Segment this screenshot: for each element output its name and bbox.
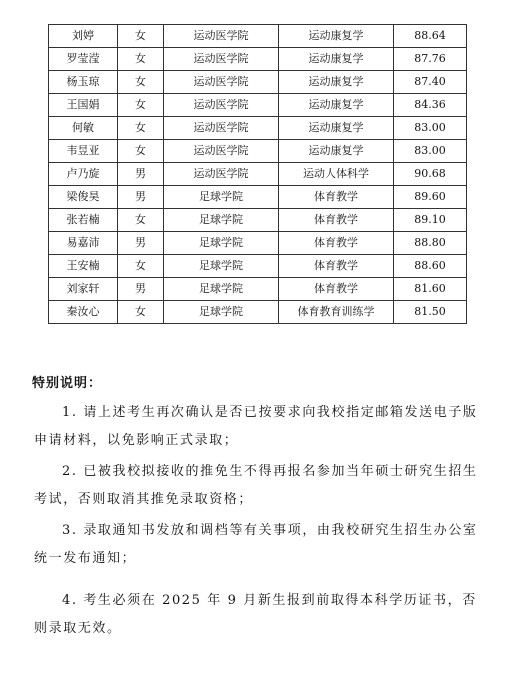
student-name-cell: 王安楠	[49, 255, 118, 278]
score-cell: 87.40	[394, 71, 467, 94]
table-row	[49, 48, 467, 71]
college-cell: 足球学院	[164, 301, 279, 324]
gender-cell: 男	[118, 278, 164, 301]
college-cell: 运动医学院	[164, 163, 279, 186]
gender-cell: 女	[118, 209, 164, 232]
major-cell: 体育教学	[279, 209, 394, 232]
table-row	[49, 25, 467, 48]
score-cell: 83.00	[394, 117, 467, 140]
college-cell: 运动医学院	[164, 94, 279, 117]
score-cell: 84.36	[394, 94, 467, 117]
student-name-cell: 易嘉沛	[49, 232, 118, 255]
student-name-cell: 卢乃旋	[49, 163, 118, 186]
major-cell: 运动人体科学	[279, 163, 394, 186]
score-cell: 87.76	[394, 48, 467, 71]
college-cell: 运动医学院	[164, 140, 279, 163]
student-name-cell: 何敏	[49, 117, 118, 140]
student-name-cell: 秦汝心	[49, 301, 118, 324]
college-cell: 运动医学院	[164, 117, 279, 140]
major-cell: 体育教学	[279, 232, 394, 255]
score-cell: 81.50	[394, 301, 467, 324]
admission-table-body	[49, 25, 467, 324]
score-cell: 88.60	[394, 255, 467, 278]
college-cell: 足球学院	[164, 209, 279, 232]
gender-cell: 女	[118, 71, 164, 94]
gender-cell: 男	[118, 232, 164, 255]
student-name-cell: 张若楠	[49, 209, 118, 232]
note-item-2: 2. 已被我校拟接收的推免生不得再报名参加当年硕士研究生招生考试，否则取消其推免录取资格；	[34, 464, 478, 507]
gender-cell: 女	[118, 301, 164, 324]
notes-title: 特别说明：	[32, 376, 103, 391]
major-cell: 运动康复学	[279, 71, 394, 94]
note-item-1: 1. 请上述考生再次确认是否已按要求向我校指定邮箱发送电子版申请材料，以免影响正式录取；	[34, 405, 478, 448]
gender-cell: 男	[118, 186, 164, 209]
gender-cell: 女	[118, 25, 164, 48]
gender-cell: 女	[118, 117, 164, 140]
major-cell: 体育教学	[279, 278, 394, 301]
table-row	[49, 140, 467, 163]
table-row	[49, 278, 467, 301]
college-cell: 足球学院	[164, 255, 279, 278]
college-cell: 运动医学院	[164, 25, 279, 48]
note-item-3: 3. 录取通知书发放和调档等有关事项，由我校研究生招生办公室统一发布通知；	[34, 523, 478, 566]
college-cell: 运动医学院	[164, 48, 279, 71]
gender-cell: 女	[118, 255, 164, 278]
table-row	[49, 186, 467, 209]
admission-table	[48, 24, 467, 324]
table-row	[49, 255, 467, 278]
major-cell: 运动康复学	[279, 140, 394, 163]
student-name-cell: 梁俊昊	[49, 186, 118, 209]
college-cell: 足球学院	[164, 278, 279, 301]
major-cell: 运动康复学	[279, 117, 394, 140]
gender-cell: 女	[118, 48, 164, 71]
score-cell: 81.60	[394, 278, 467, 301]
college-cell: 足球学院	[164, 232, 279, 255]
student-name-cell: 罗莹滢	[49, 48, 118, 71]
score-cell: 83.00	[394, 140, 467, 163]
college-cell: 足球学院	[164, 186, 279, 209]
major-cell: 运动康复学	[279, 25, 394, 48]
gender-cell: 男	[118, 163, 164, 186]
score-cell: 90.68	[394, 163, 467, 186]
gender-cell: 女	[118, 94, 164, 117]
major-cell: 体育教学	[279, 255, 394, 278]
major-cell: 运动康复学	[279, 48, 394, 71]
major-cell: 体育教育训练学	[279, 301, 394, 324]
table-row	[49, 117, 467, 140]
major-cell: 体育教学	[279, 186, 394, 209]
table-row	[49, 301, 467, 324]
table-row	[49, 209, 467, 232]
score-cell: 88.80	[394, 232, 467, 255]
college-cell: 运动医学院	[164, 71, 279, 94]
score-cell: 89.60	[394, 186, 467, 209]
table-row	[49, 232, 467, 255]
student-name-cell: 刘婷	[49, 25, 118, 48]
note-item-4: 4. 考生必须在 2025 年 9 月新生报到前取得本科学历证书，否则录取无效。	[34, 593, 477, 636]
score-cell: 89.10	[394, 209, 467, 232]
table-row	[49, 71, 467, 94]
score-cell: 88.64	[394, 25, 467, 48]
table-row	[49, 163, 467, 186]
student-name-cell: 王国娟	[49, 94, 118, 117]
gender-cell: 女	[118, 140, 164, 163]
student-name-cell: 韦昱亚	[49, 140, 118, 163]
student-name-cell: 刘家轩	[49, 278, 118, 301]
major-cell: 运动康复学	[279, 94, 394, 117]
table-row	[49, 94, 467, 117]
student-name-cell: 杨玉琼	[49, 71, 118, 94]
